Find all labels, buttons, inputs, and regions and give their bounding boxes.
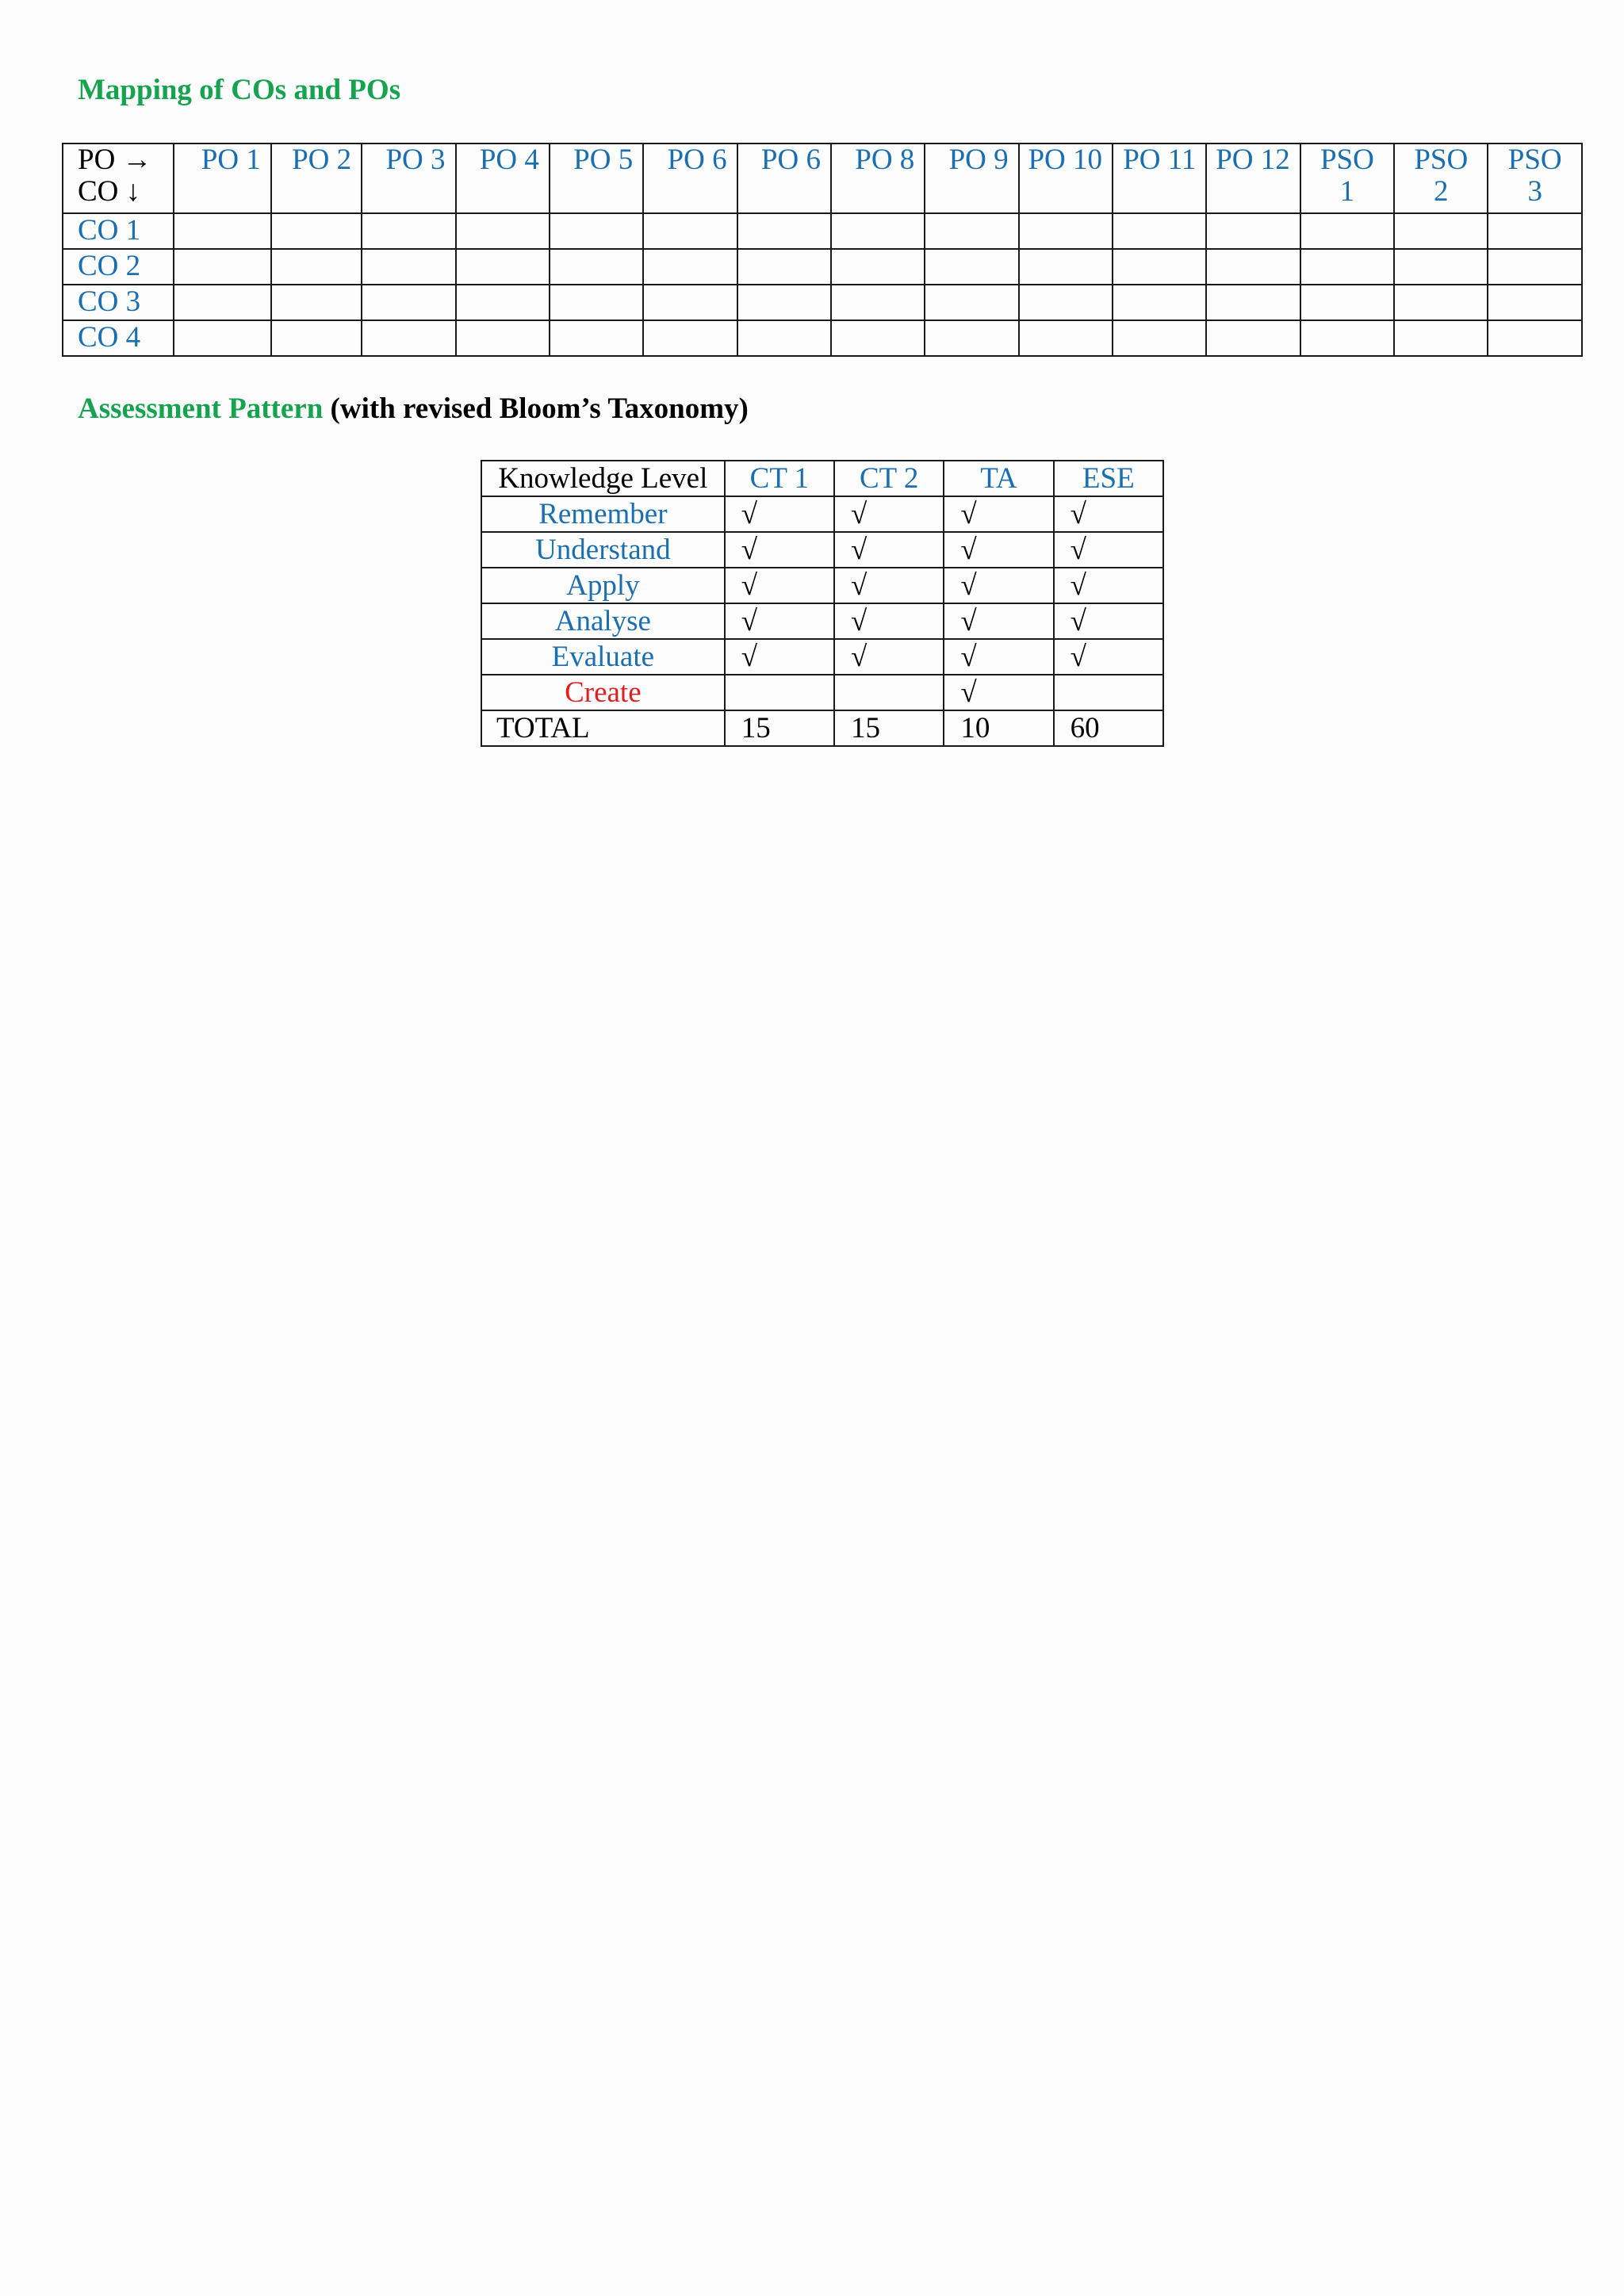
mapping-cell	[1394, 285, 1488, 320]
check-mark-cell: √	[944, 568, 1053, 603]
col-header-ese: ESE	[1054, 461, 1163, 496]
po-header-3: PO 3	[362, 144, 455, 213]
mapping-cell	[1206, 320, 1300, 356]
check-mark-cell: √	[725, 532, 834, 568]
knowledge-level-header: Knowledge Level	[481, 461, 725, 496]
po-axis-label: PO →	[78, 144, 152, 176]
table-row	[481, 675, 1163, 710]
check-mark-cell: √	[944, 496, 1053, 532]
mapping-cell	[643, 320, 737, 356]
assessment-pattern-table	[481, 460, 1164, 747]
po-header-6: PO 6	[643, 144, 737, 213]
check-mark-cell: √	[1054, 532, 1163, 568]
mapping-cell	[271, 249, 362, 285]
mapping-cell	[174, 249, 270, 285]
mapping-cell	[1488, 285, 1582, 320]
mapping-cell	[271, 213, 362, 249]
check-mark-cell: √	[944, 675, 1053, 710]
table-row	[481, 568, 1163, 603]
mapping-cell	[1113, 249, 1206, 285]
mapping-cell	[1300, 249, 1394, 285]
po-header-9: PO 9	[925, 144, 1018, 213]
check-mark-cell	[725, 675, 834, 710]
mapping-cell	[550, 213, 643, 249]
mapping-cell	[831, 213, 925, 249]
co-row-label: CO 1	[63, 213, 174, 249]
co-po-mapping-table	[62, 143, 1583, 357]
pso-header-3	[1488, 144, 1582, 213]
co-row-label: CO 2	[63, 249, 174, 285]
pso-header-1-top: PSO	[1320, 144, 1374, 176]
knowledge-level-name: Remember	[481, 496, 725, 532]
mapping-cell	[1019, 320, 1113, 356]
mapping-cell	[831, 249, 925, 285]
mapping-cell	[1488, 320, 1582, 356]
total-label: TOTAL	[481, 710, 725, 746]
mapping-header-row	[63, 144, 1582, 213]
mapping-cell	[1394, 213, 1488, 249]
mapping-cell	[1113, 320, 1206, 356]
col-header-ta: TA	[944, 461, 1053, 496]
mapping-cell	[456, 285, 550, 320]
mapping-cell	[643, 213, 737, 249]
table-row	[63, 320, 1582, 356]
knowledge-level-name: Apply	[481, 568, 725, 603]
mapping-corner-cell	[63, 144, 174, 213]
check-mark-cell: √	[834, 568, 944, 603]
table-row	[63, 285, 1582, 320]
po-header-10: PO 10	[1019, 144, 1113, 213]
po-header-12: PO 12	[1206, 144, 1300, 213]
check-mark-cell: √	[725, 639, 834, 675]
check-mark-cell: √	[834, 603, 944, 639]
assessment-header-row	[481, 461, 1163, 496]
check-mark-cell: √	[944, 532, 1053, 568]
mapping-title: Mapping of COs and POs	[78, 74, 401, 106]
mapping-cell	[456, 320, 550, 356]
po-header-4: PO 4	[456, 144, 550, 213]
mapping-cell	[831, 285, 925, 320]
mapping-cell	[1019, 249, 1113, 285]
mapping-cell	[550, 249, 643, 285]
knowledge-level-name: Analyse	[481, 603, 725, 639]
mapping-cell	[1206, 285, 1300, 320]
check-mark-cell: √	[725, 603, 834, 639]
assessment-title	[78, 392, 749, 426]
mapping-cell	[1206, 213, 1300, 249]
col-header-ct2: CT 2	[834, 461, 944, 496]
check-mark-cell: √	[1054, 603, 1163, 639]
knowledge-level-name: Create	[481, 675, 725, 710]
mapping-cell	[737, 320, 831, 356]
check-mark-cell	[834, 675, 944, 710]
mapping-cell	[456, 213, 550, 249]
mapping-cell	[550, 285, 643, 320]
mapping-cell	[737, 285, 831, 320]
mapping-cell	[1019, 213, 1113, 249]
pso-header-3-bottom: 3	[1527, 175, 1542, 208]
mapping-cell	[925, 213, 1018, 249]
mapping-cell	[1488, 249, 1582, 285]
assessment-body	[481, 496, 1163, 710]
mapping-cell	[925, 320, 1018, 356]
mapping-cell	[1019, 285, 1113, 320]
table-row	[481, 532, 1163, 568]
total-ct1: 15	[725, 710, 834, 746]
knowledge-level-name: Evaluate	[481, 639, 725, 675]
mapping-cell	[1394, 249, 1488, 285]
mapping-cell	[737, 213, 831, 249]
check-mark-cell: √	[944, 603, 1053, 639]
mapping-body	[63, 213, 1582, 356]
mapping-cell	[1206, 249, 1300, 285]
po-header-7: PO 6	[737, 144, 831, 213]
pso-header-1-bottom: 1	[1339, 175, 1355, 208]
po-header-11: PO 11	[1113, 144, 1206, 213]
pso-header-2-bottom: 2	[1434, 175, 1449, 208]
mapping-cell	[362, 213, 455, 249]
pso-header-2-top: PSO	[1414, 144, 1469, 176]
mapping-cell	[174, 213, 270, 249]
table-row	[481, 496, 1163, 532]
pso-header-1	[1300, 144, 1394, 213]
check-mark-cell: √	[725, 568, 834, 603]
pso-header-3-top: PSO	[1507, 144, 1562, 176]
table-row	[481, 603, 1163, 639]
mapping-cell	[1300, 320, 1394, 356]
mapping-cell	[1300, 213, 1394, 249]
mapping-cell	[643, 285, 737, 320]
po-header-5: PO 5	[550, 144, 643, 213]
table-row	[63, 249, 1582, 285]
check-mark-cell: √	[1054, 639, 1163, 675]
pso-header-2	[1394, 144, 1488, 213]
table-row	[481, 639, 1163, 675]
mapping-cell	[362, 249, 455, 285]
mapping-cell	[174, 320, 270, 356]
mapping-cell	[271, 320, 362, 356]
check-mark-cell: √	[944, 639, 1053, 675]
table-row	[63, 213, 1582, 249]
mapping-cell	[1113, 285, 1206, 320]
mapping-cell	[925, 285, 1018, 320]
mapping-cell	[456, 249, 550, 285]
mapping-cell	[550, 320, 643, 356]
knowledge-level-name: Understand	[481, 532, 725, 568]
check-mark-cell: √	[834, 639, 944, 675]
mapping-cell	[362, 285, 455, 320]
mapping-cell	[1488, 213, 1582, 249]
mapping-cell	[271, 285, 362, 320]
total-ta: 10	[944, 710, 1053, 746]
check-mark-cell: √	[1054, 568, 1163, 603]
co-axis-label: CO ↓	[78, 175, 141, 208]
total-ese: 60	[1054, 710, 1163, 746]
check-mark-cell	[1054, 675, 1163, 710]
check-mark-cell: √	[834, 532, 944, 568]
po-header-2: PO 2	[271, 144, 362, 213]
mapping-cell	[925, 249, 1018, 285]
co-row-label: CO 4	[63, 320, 174, 356]
col-header-ct1: CT 1	[725, 461, 834, 496]
po-header-1: PO 1	[174, 144, 270, 213]
po-header-8: PO 8	[831, 144, 925, 213]
mapping-cell	[1394, 320, 1488, 356]
mapping-cell	[1300, 285, 1394, 320]
co-row-label: CO 3	[63, 285, 174, 320]
check-mark-cell: √	[834, 496, 944, 532]
mapping-cell	[737, 249, 831, 285]
mapping-cell	[174, 285, 270, 320]
mapping-cell	[362, 320, 455, 356]
mapping-cell	[831, 320, 925, 356]
mapping-cell	[1113, 213, 1206, 249]
assessment-title-colored: Assessment Pattern	[78, 392, 324, 425]
assessment-title-rest: (with revised Bloom’s Taxonomy)	[323, 392, 749, 425]
mapping-cell	[643, 249, 737, 285]
check-mark-cell: √	[1054, 496, 1163, 532]
total-row	[481, 710, 1163, 746]
total-ct2: 15	[834, 710, 944, 746]
check-mark-cell: √	[725, 496, 834, 532]
